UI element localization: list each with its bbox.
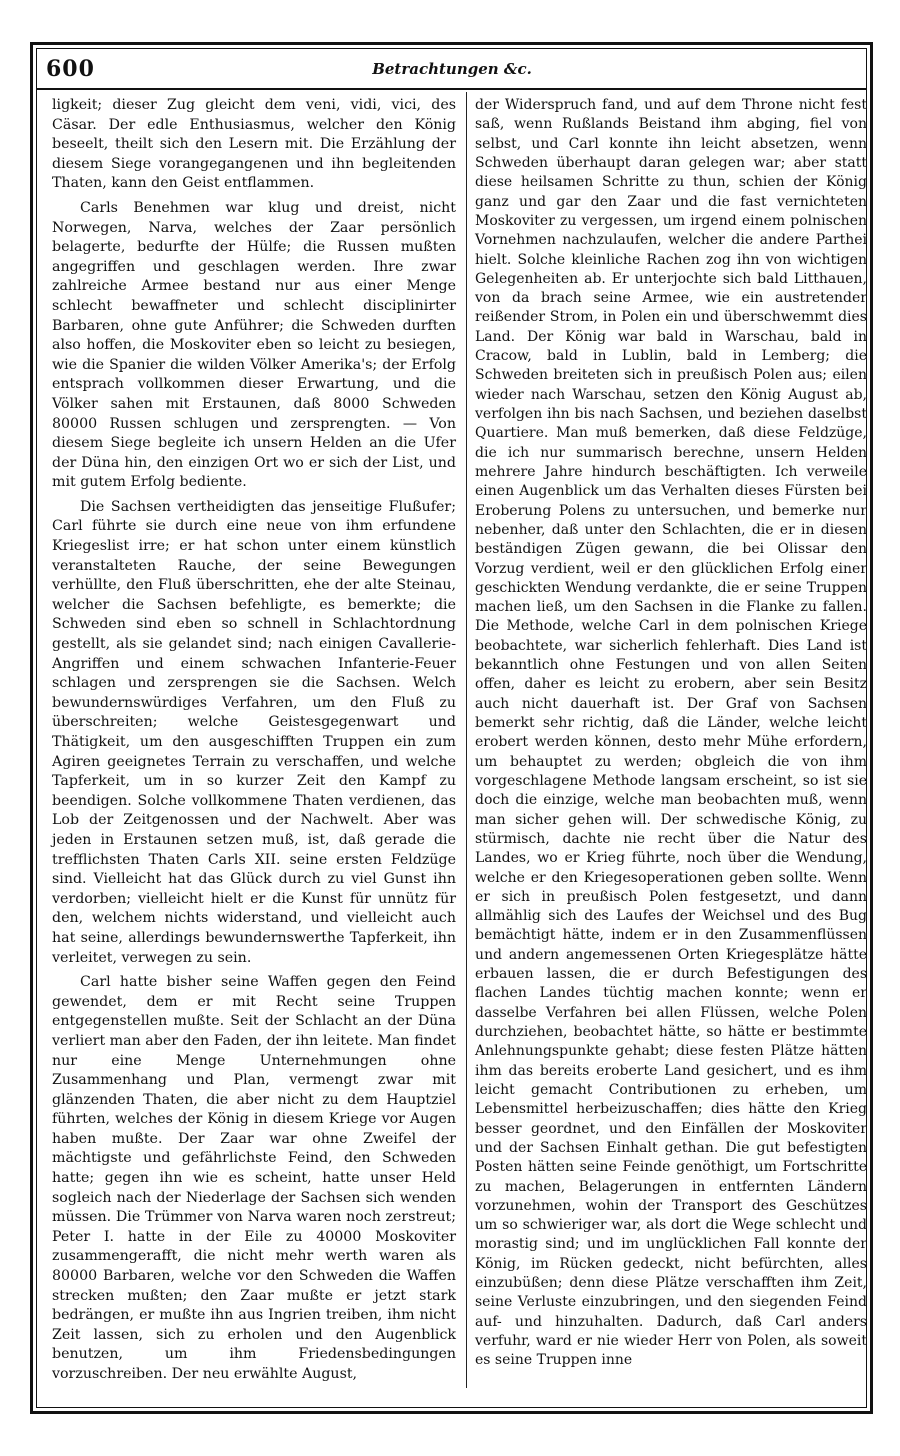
page-number: 600 [46, 56, 95, 82]
right-column [475, 96, 867, 1371]
left-paragraph-4: Carl hatte bisher seine Waffen gegen den Feind gewendet, dem er mit Recht seine Truppen entgegenstellen mußte. Seit der Schlacht an der Düna verliert man aber den Faden, der ihn leitete. Man findet nur eine Menge Unternehmungen ohne Zusammenhang und Plan, vermengt zwar mit glänzenden Thaten, die aber nicht zu dem Hauptziel führten, welches der König in diesem Kriege vor Augen haben mußte. Der Zaar war ohne Zweifel der mächtigste und gefährlichste Feind, den Schweden hatte; gegen ihn wie es scheint, hatte unser Held sogleich nach der Niederlage der Sachsen sich wenden müssen. Die Trümmer von Narva waren noch zerstreut; Peter I. hatte in der Eile zu 40000 Moskoviter zusammengerafft, die nicht mehr werth waren als 80000 Barbaren, welche vor den Schweden die Waffen strecken mußten; den Zaar mußte er jetzt stark bedrängen, er mußte ihn aus Ingrien treiben, ihm nicht Zeit lassen, sich zu erholen und den Augenblick benutzen, um ihm Friedensbedingungen vorzuschreiben. Der neu erwählte August, [52, 974, 456, 1382]
header-rule [36, 88, 867, 90]
left-column [52, 96, 456, 1385]
column-divider [466, 92, 467, 1388]
running-head: Betrachtungen &c. [372, 60, 532, 78]
page-header [40, 52, 864, 86]
left-paragraph-1: ligkeit; dieser Zug gleicht dem veni, vidi, vici, des Cäsar. Der edle Enthusiasmus, welcher den König beseelt, theilt sich den Lesern mit. Die Erzählung der diesem Siege vorangegangenen und ihn begleitenden Thaten, kann den Geist entflammen. [52, 97, 456, 192]
left-paragraph-3: Die Sachsen vertheidigten das jenseitige Flußufer; Carl führte sie durch eine neue von ihm erfundene Kriegeslist irre; er hat schon unter einem künstlich veranstalteten Rauche, der seine Bewegungen verhüllte, den Fluß überschritten, ehe der alte Steinau, welcher die Sachsen befehligte, es bemerkte; die Schweden sind eben so schnell in Schlachtordnung gestellt, als sie gelandet sind; nach einigen Cavallerie-Angriffen und einem schwachen Infanterie-Feuer schlagen und zersprengen sie die Sachsen. Welch bewundernswürdiges Verfahren, um den Fluß zu überschreiten; welche Geistesgegenwart und Thätigkeit, um den ausgeschifften Truppen ein zum Agiren geeignetes Terrain zu verschaffen, und welche Tapferkeit, um in so kurzer Zeit den Kampf zu beendigen. Solche vollkommene Thaten verdienen, das Lob der Zeitgenossen und der Nachwelt. Aber was jeden in Erstaunen setzen muß, ist, daß gerade die trefflichsten Thaten Carls XII. seine ersten Feldzüge sind. Vielleicht hat das Glück durch zu viel Gunst ihn verdorben; vielleicht hielt er die Kunst für unnütz für den, welchem nichts widerstand, und vielleicht auch hat seine, allerdings bewundernswerthe Tapferkeit, ihn verleitet, verwegen zu sein. [52, 498, 456, 966]
right-paragraph-1: der Widerspruch fand, und auf dem Throne nicht fest saß, wenn Rußlands Beistand ihm abging, fiel von selbst, und Carl konnte ihn leicht absetzen, wenn Schweden überhaupt daran gelegen war; aber statt diese heilsamen Schritte zu thun, schien der König ganz und gar den Zaar und die fast vernichteten Moskoviter zu vergessen, um irgend einem polnischen Vornehmen nachzulaufen, welcher die andere Parthei hielt. Solche kleinliche Rachen zog ihn von wichtigen Gelegenheiten ab. Er unterjochte sich bald Litthauen, von da brach seine Armee, wie ein austretender reißender Strom, in Polen ein und überschwemmt dies Land. Der König war bald in Warschau, bald in Cracow, bald in Lublin, bald in Lemberg; die Schweden breiteten sich in preußisch Polen aus; eilen wieder nach Warschau, setzen den König August ab, verfolgen ihn bis nach Sachsen, und beziehen daselbst Quartiere. Man muß bemerken, daß diese Feldzüge, die ich nur summarisch berechne, unsern Helden mehrere Jahre hindurch beschäftigten. Ich verweile einen Augenblick um das Verhalten dieses Fürsten bei Eroberung Polens zu untersuchen, und bemerke nur nebenher, daß unter den Schlachten, die er in diesen beständigen Zügen gewann, die bei Olissar den Vorzug verdient, weil er den glücklichen Erfolg einer geschickten Wendung verdankte, die er seine Truppen machen ließ, um den Sachsen in die Flanke zu fallen. Die Methode, welche Carl in dem polnischen Kriege beobachtete, war sicherlich fehlerhaft. Dies Land ist bekanntlich ohne Festungen und von allen Seiten offen, daher es leicht zu erobern, aber sein Besitz auch nicht dauerhaft ist. Der Graf von Sachsen bemerkt sehr richtig, daß die Länder, welche leicht erobert werden können, desto mehr Mühe erfordern, um behauptet zu werden; obgleich die von ihm vorgeschlagene Methode langsam erscheint, so ist sie doch die einzige, welche man beobachten muß, wenn man sicher gehen will. Der schwedische König, zu stürmisch, dachte nie recht über die Natur des Landes, wo er Krieg führte, noch über die Wendung, welche er den Kriegesoperationen geben sollte. Wenn er sich in preußisch Polen festgesetzt, und dann allmählig sich des Laufes der Weichsel und des Bug bemächtigt hätte, indem er in den Zusammenflüssen und andern angemessenen Orten Kriegesplätze hätte erbauen lassen, die er durch Befestigungen des flachen Landes tüchtig machen konnte; wenn er dasselbe Verfahren bei allen Flüssen, welche Polen durchziehen, beobachtet hätte, so hätte er bestimmte Anlehnungspunkte gehabt; diese festen Plätze hätten ihm das bereits eroberte Land gesichert, und es ihm leicht gemacht Contributionen zu erheben, um Lebensmittel herbeizuschaffen; dies hätte den Krieg besser geordnet, und den Einfällen der Moskoviter und der Sachsen Einhalt gethan. Die gut befestigten Posten hätten seine Feinde genöthigt, um Fortschritte zu machen, Belagerungen in entfernten Ländern vorzunehmen, wohin der Transport des Geschützes um so schwieriger war, als dort die Wege schlecht und morastig sind; und im unglücklichen Fall konnte der König, im Rücken gedeckt, nicht befürchten, alles einzubüßen; denn diese Plätze verschafften ihm Zeit, seine Verluste einzubringen, und den siegenden Feind auf- und hinzuhalten. Dadurch, daß Carl anders verfuhr, ward er nie wieder Herr von Polen, als soweit es seine Truppen inne [475, 97, 867, 1369]
left-paragraph-2: Carls Benehmen war klug und dreist, nicht Norwegen, Narva, welches der Zaar persönlich belagerte, bedurfte der Hülfe; die Russen mußten angegriffen und geschlagen werden. Ihre zwar zahlreiche Armee bestand nur aus einer Menge schlecht bewaffneter und schlecht disciplinirter Barbaren, ohne gute Anführer; die Schweden durften also hoffen, die Moskoviter eben so leicht zu besiegen, wie die Spanier die wilden Völker Amerika's; der Erfolg entsprach vollkommen dieser Erwartung, und die Völker sahen mit Erstaunen, daß 8000 Schweden 80000 Russen schlugen und zersprengten. — Von diesem Siege begleite ich unsern Helden an die Ufer der Düna hin, den einzigen Ort wo er sich der List, und mit gutem Erfolg bediente. [52, 199, 456, 491]
